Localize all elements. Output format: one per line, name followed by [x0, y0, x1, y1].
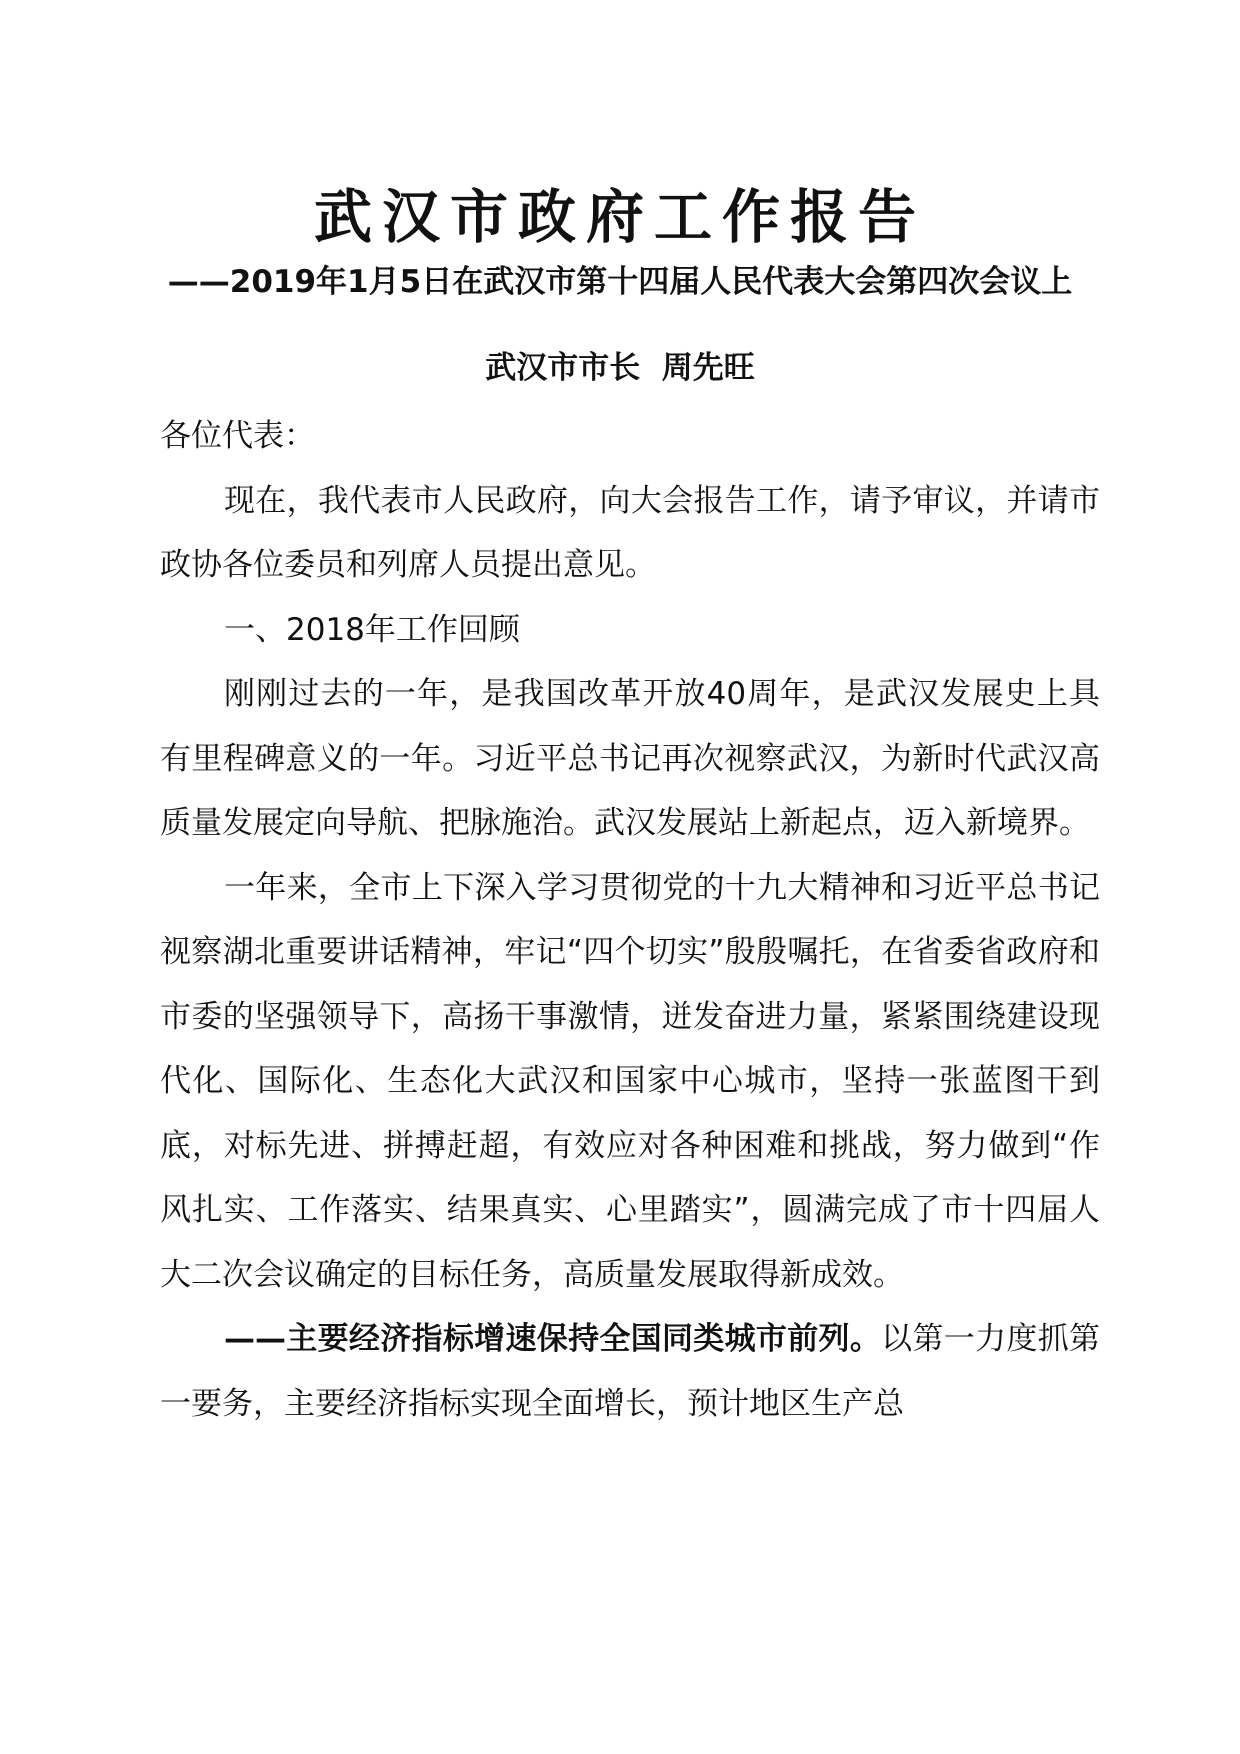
paragraph-review: 刚刚过去的一年，是我国改革开放40周年，是武汉发展史上具有里程碑意义的一年。习近平总书记再次视察武汉，为新时代武汉高质量发展定向导航、把脉施治。武汉发展站上新起点，迈入新境界。 [160, 676, 1100, 841]
report-author: 武汉市市长 周先旺 [485, 350, 755, 386]
paragraph-year-summary: 一年来，全市上下深入学习贯彻党的十九大精神和习近平总书记视察湖北重要讲话精神，牢记“四个切实”殷殷嘱托，在省委省政府和市委的坚强领导下，高扬干事激情，迸发奋进力量，紧紧围绕建设现代化、国际化、生态化大武汉和国家中心城市，坚持一张蓝图干到底，对标先进、拼搏赶超，有效应对各种困难和挑战，努力做到“作风扎实、工作落实、结果真实、心里踏实”，圆满完成了市十四届人大二次会议确定的目标任务，高质量发展取得新成效。 [160, 869, 1100, 1293]
salutation: 各位代表： [160, 418, 315, 454]
paragraph-text: 以第一力度抓第一要务，主要经济指标实现全面增长，预计地区生产总 [160, 1321, 1101, 1422]
paragraph-intro: 现在，我代表市人民政府，向大会报告工作，请予审议，并请市政协各位委员和列席人员提出意见。 [160, 482, 1100, 583]
report-subtitle: ——2019年1月5日在武汉市第十四届人民代表大会第四次会议上 [167, 264, 1073, 300]
report-title: 武汉市政府工作报告 [313, 183, 926, 251]
section-heading: 一、2018年工作回顾 [224, 611, 520, 648]
report-body [160, 404, 1100, 1436]
paragraph-economy [160, 1307, 1100, 1436]
paragraph-lead: ——主要经济指标增速保持全国同类城市前列。 [224, 1321, 882, 1357]
